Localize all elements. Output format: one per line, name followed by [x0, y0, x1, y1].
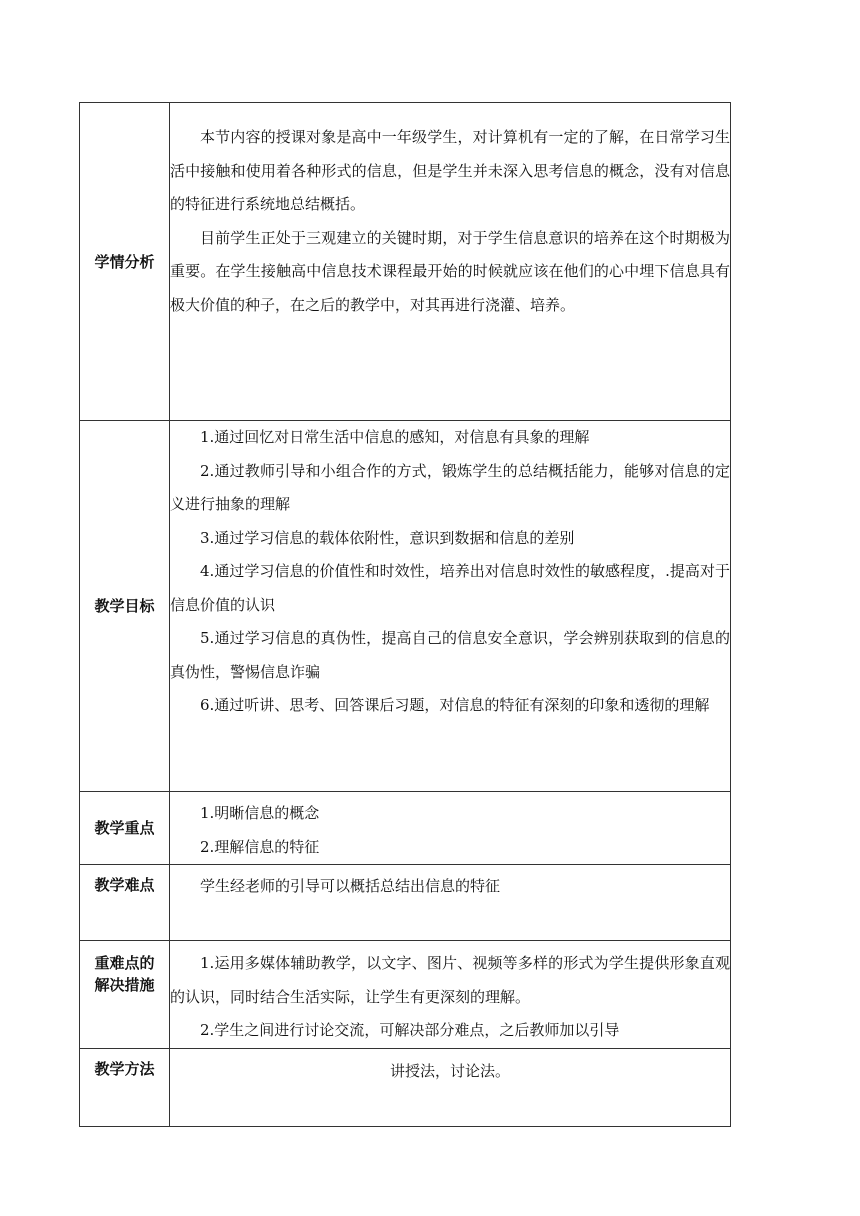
label-text: 教学方法	[94, 1059, 155, 1078]
label-teaching-methods	[80, 1048, 170, 1126]
solution-item: 1.运用多媒体辅助教学，以文字、图片、视频等多样的形式为学生提供形象直观的认识，同时结合生活实际，让学生有更深刻的理解。	[170, 954, 730, 1006]
goal-item: 6.通过听讲、思考、回答课后习题，对信息的特征有深刻的印象和透彻的理解	[200, 696, 710, 714]
lesson-plan-table	[79, 102, 731, 1127]
key-point-item: 2.理解信息的特征	[200, 837, 320, 856]
solution-item: 2.学生之间进行讨论交流，可解决部分难点，之后教师加以引导	[200, 1021, 620, 1039]
label-text: 教学难点	[94, 876, 155, 894]
content-solutions	[170, 941, 731, 1049]
row-teaching-goals	[80, 421, 731, 792]
difficulty-item: 学生经老师的引导可以概括总结出信息的特征	[200, 877, 501, 895]
paragraph: 本节内容的授课对象是高中一年级学生，对计算机有一定的了解，在日常学习生活中接触和使用着各种形式的信息，但是学生并未深入思考信息的概念，没有对信息的特征进行系统地总结概括。	[170, 128, 730, 213]
goal-item: 2.通过教师引导和小组合作的方式，锻炼学生的总结概括能力，能够对信息的定义进行抽象的理解	[170, 461, 730, 513]
row-difficulties	[80, 865, 731, 941]
goal-item: 5.通过学习信息的真伪性，提高自己的信息安全意识，学会辨别获取到的信息的真伪性，警惕信息诈骗	[170, 629, 730, 681]
content-teaching-goals	[170, 421, 731, 792]
label-student-analysis	[80, 103, 170, 421]
label-text-line1: 重难点的	[94, 954, 155, 972]
row-student-analysis	[80, 103, 731, 421]
label-solutions	[80, 941, 170, 1049]
content-teaching-methods	[170, 1048, 731, 1126]
method-item: 讲授法，讨论法。	[389, 1061, 510, 1080]
row-teaching-methods	[80, 1048, 731, 1126]
label-text: 教学重点	[94, 819, 155, 837]
key-point-item: 1.明晰信息的概念	[200, 804, 320, 822]
content-key-points	[170, 792, 731, 865]
label-difficulties	[80, 865, 170, 941]
goal-item: 3.通过学习信息的载体依附性，意识到数据和信息的差别	[200, 528, 575, 547]
goal-item: 1.通过回忆对日常生活中信息的感知，对信息有具象的理解	[200, 428, 590, 446]
label-teaching-goals	[80, 421, 170, 792]
row-key-points	[80, 792, 731, 865]
label-text: 教学目标	[94, 597, 155, 615]
row-solutions	[80, 941, 731, 1049]
label-text-line2: 解决措施	[94, 976, 155, 994]
goal-item: 4.通过学习信息的价值性和时效性，培养出对信息时效性的敏感程度，.提高对于信息价值的认识	[170, 562, 730, 614]
content-difficulties	[170, 865, 731, 941]
paragraph: 目前学生正处于三观建立的关键时期，对于学生信息意识的培养在这个时期极为重要。在学生接触高中信息技术课程最开始的时候就应该在他们的心中埋下信息具有极大价值的种子，在之后的教学中，对其再进行浇灌、培养。	[170, 228, 730, 314]
label-key-points	[80, 792, 170, 865]
content-student-analysis	[170, 103, 731, 421]
label-text: 学情分析	[94, 252, 155, 271]
